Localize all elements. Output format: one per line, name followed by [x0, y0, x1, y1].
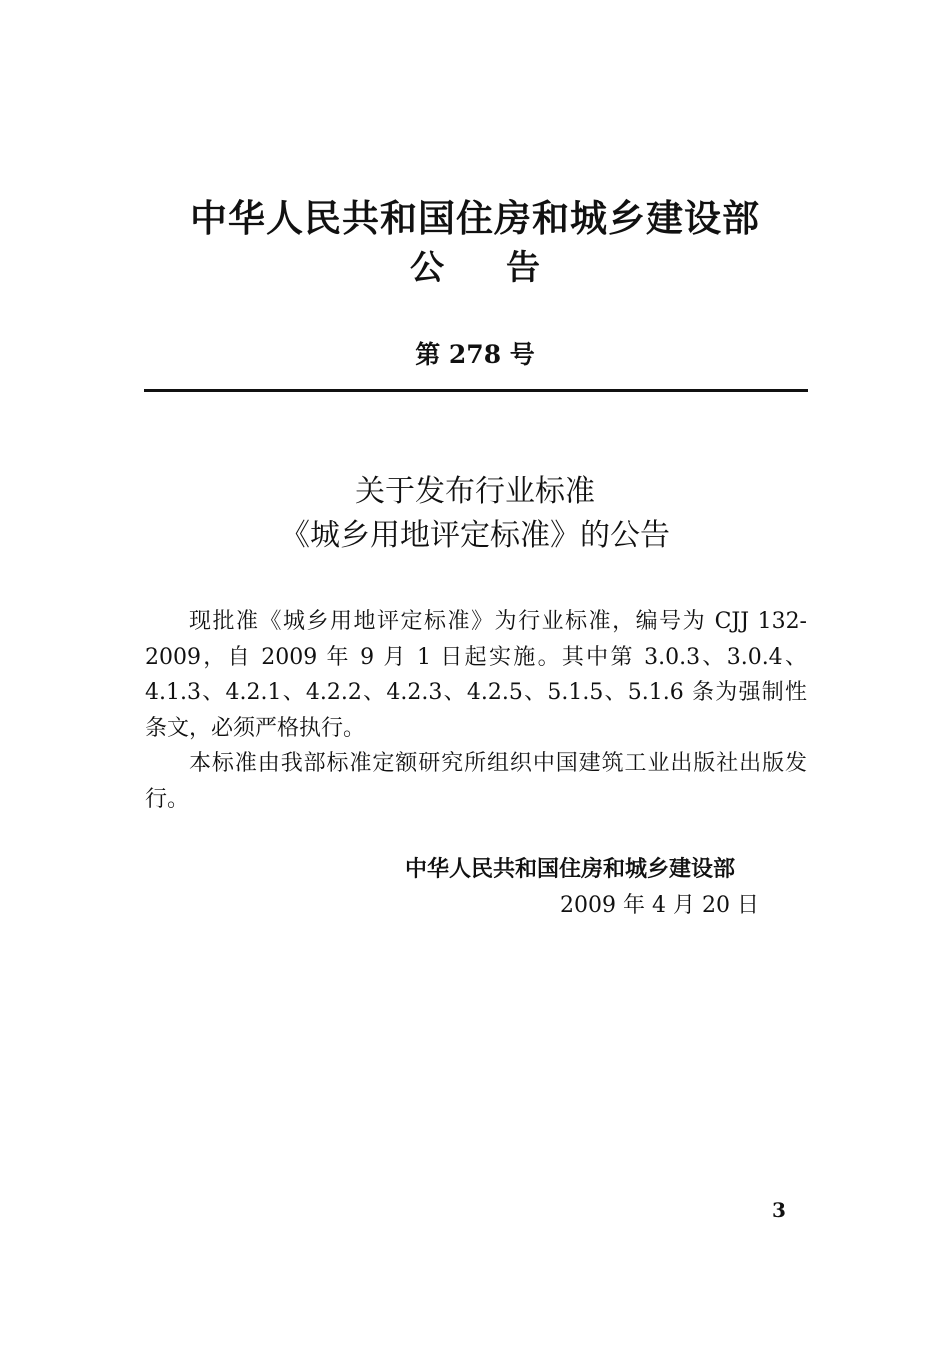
horizontal-rule	[144, 389, 808, 392]
announcement-heading-line-2: 《城乡用地评定标准》的公告	[280, 518, 670, 553]
notice-number: 第 278 号	[415, 340, 535, 369]
notice-type-title: 公告	[410, 248, 602, 288]
body-paragraph-2: 本标准由我部标准定额研究所组织中国建筑工业出版社出版发行。	[145, 751, 807, 812]
signature-date: 2009 年 4 月 20 日	[560, 893, 759, 918]
body-paragraph-1: 现批准《城乡用地评定标准》为行业标准，编号为 CJJ 132-2009，自 2009 年 9 月 1 日起实施。其中第 3.0.3、3.0.4、4.1.3、4.2.1、4.2.2、4.2.3、4.2.5、5.1.5、5.1.6 条为强制性条文，必须严格执行。	[145, 609, 807, 741]
announcement-heading-line-1: 关于发布行业标准	[355, 474, 595, 509]
signature-organization: 中华人民共和国住房和城乡建设部	[405, 856, 736, 882]
page-number: 3	[772, 1198, 786, 1222]
ministry-title: 中华人民共和国住房和城乡建设部	[190, 196, 760, 240]
